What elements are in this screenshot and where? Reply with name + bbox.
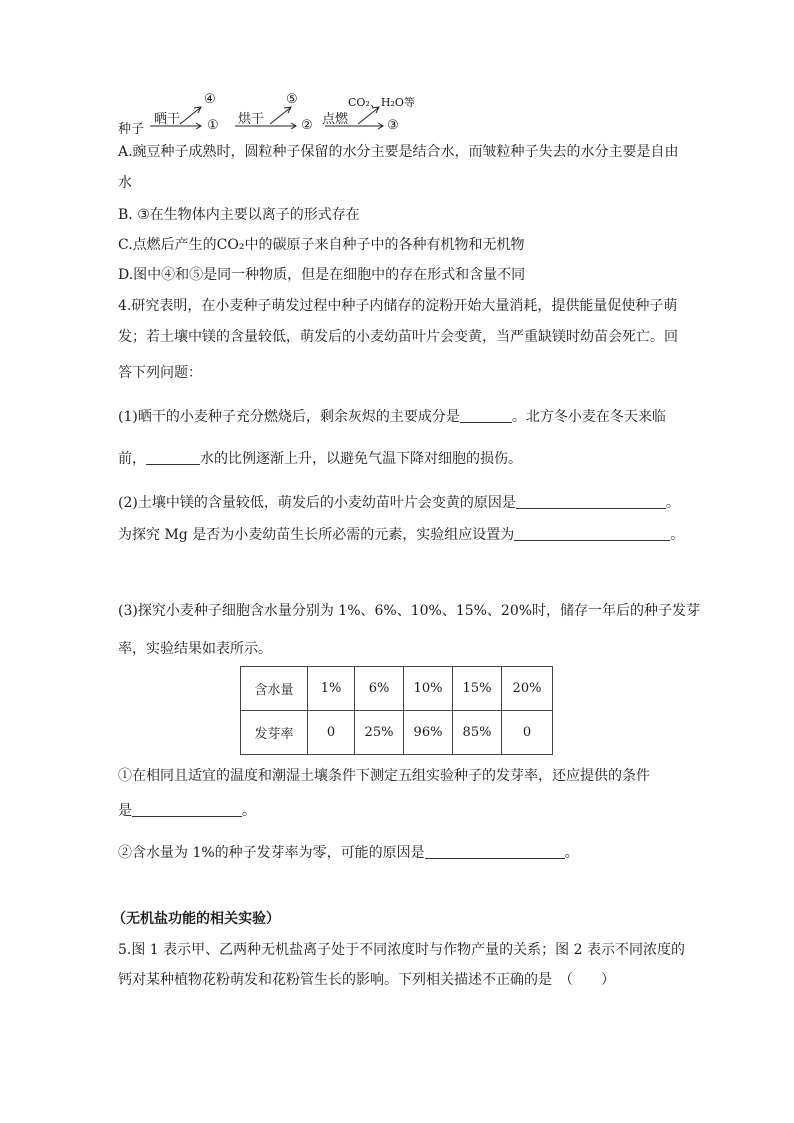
- step1-branch: ④: [204, 92, 216, 107]
- answer-blank-ash[interactable]: [460, 408, 512, 423]
- step2-result: ②: [301, 118, 313, 133]
- q4-sub1-text-b: 是: [118, 803, 132, 819]
- section-heading: （无机盐功能的相关实验）: [112, 911, 280, 927]
- table-row-germination-rate: [241, 711, 553, 755]
- answer-blank-yellow-reason[interactable]: [516, 494, 666, 509]
- table-row-water-content: [241, 667, 553, 711]
- q4-part3-line2: 率，实验结果如表所示。: [118, 641, 272, 657]
- step3-label: 点燃: [322, 112, 349, 127]
- step1-result: ①: [207, 118, 219, 133]
- q4-sub1-text-c: 。: [242, 803, 256, 819]
- step3-result: ③: [387, 118, 399, 133]
- table-cell: 6%: [355, 667, 404, 711]
- answer-blank-experiment-group[interactable]: [514, 526, 670, 541]
- arrow-2-branch: [270, 108, 290, 124]
- seed-flow-diagram: [110, 88, 440, 136]
- q5-line1: 5.图 1 表示甲、乙两种无机盐离子处于不同浓度时与作物产量的关系；图 2 表示不同浓度的: [118, 942, 685, 958]
- answer-blank-condition[interactable]: [132, 802, 242, 817]
- q4-part2-text-d: 。: [670, 527, 685, 543]
- q4-sub1-line2: [118, 802, 256, 820]
- step3-branch: CO₂、H₂O等: [348, 96, 415, 109]
- table-cell: 96%: [404, 711, 453, 755]
- option-a-line1: A.豌豆种子成熟时，圆粒种子保留的水分主要是结合水，而皱粒种子失去的水分主要是自由: [118, 144, 679, 160]
- table-cell: 1%: [308, 667, 355, 711]
- option-b: B. ③在生物体内主要以离子的形式存在: [118, 207, 360, 223]
- answer-blank-cause[interactable]: [425, 844, 565, 859]
- q4-part1-line1: [118, 408, 666, 426]
- step2-branch: ⑤: [286, 92, 298, 107]
- option-a-line2: 水: [118, 175, 132, 191]
- arrow-1-branch: [180, 108, 200, 124]
- table-cell: 10%: [404, 667, 453, 711]
- table-cell: 85%: [453, 711, 502, 755]
- q5-line2: 钙对某种植物花粉萌发和花粉管生长的影响。下列相关描述不正确的是 （ ）: [118, 972, 615, 988]
- q4-part1-text-d: 水的比例逐渐上升，以避免气温下降对细胞的损伤。: [200, 451, 522, 467]
- answer-blank-water-type[interactable]: [146, 450, 200, 465]
- table-header-cell: 发芽率: [241, 711, 308, 755]
- q4-stem-line2: 发；若土壤中镁的含量较低，萌发后的小麦幼苗叶片会变黄，当严重缺镁时幼苗会死亡。回: [118, 329, 678, 345]
- q4-part3-line1: (3)探究小麦种子细胞含水量分别为 1%、6%、10%、15%、20%时，储存一年后的种子发芽: [118, 603, 701, 619]
- q4-part1-text-a: (1)晒干的小麦种子充分燃烧后，剩余灰烬的主要成分是: [118, 409, 460, 425]
- table-header-cell: 含水量: [241, 667, 308, 711]
- step1-label: 晒干: [154, 112, 181, 127]
- table-cell: 25%: [355, 711, 404, 755]
- q4-part1-text-c: 前，: [118, 451, 146, 467]
- q4-part1-line2: [118, 450, 522, 468]
- q4-part2-line2: [118, 526, 684, 544]
- diagram-start: 种子: [118, 122, 145, 137]
- q4-sub2-text-a: ②含水量为 1%的种子发芽率为零，可能的原因是: [118, 845, 425, 861]
- q4-stem-line3: 答下列问题：: [118, 365, 202, 381]
- table-cell: 0: [308, 711, 355, 755]
- q4-sub1-line1: ①在相同且适宜的温度和潮湿土壤条件下测定五组实验种子的发芽率，还应提供的条件: [118, 768, 650, 784]
- step2-label: 烘干: [238, 112, 265, 127]
- q4-part2-text-a: (2)土壤中镁的含量较低，萌发后的小麦幼苗叶片会变黄的原因是: [118, 495, 516, 511]
- option-c: C.点燃后产生的CO₂中的碳原子来自种子中的各种有机物和无机物: [118, 237, 525, 253]
- option-d: D.图中④和⑤是同一种物质，但是在细胞中的存在形式和含量不同: [118, 267, 526, 283]
- table-cell: 20%: [502, 667, 553, 711]
- q4-part1-text-b: 。北方冬小麦在冬天来临: [511, 409, 666, 425]
- arrow-3-branch: [358, 108, 378, 124]
- q4-stem-line1: 4.研究表明，在小麦种子萌发过程中种子内储存的淀粉开始大量消耗，提供能量促使种子萌: [118, 298, 678, 314]
- q4-part2-text-b: 。: [665, 495, 680, 511]
- q4-sub2-line: [118, 844, 579, 862]
- q4-sub2-text-b: 。: [564, 845, 579, 861]
- table-cell: 15%: [453, 667, 502, 711]
- table-cell: 0: [502, 711, 553, 755]
- q4-part2-line1: [118, 494, 680, 512]
- q4-part2-text-c: 为探究 Mg 是否为小麦幼苗生长所必需的元素，实验组应设置为: [118, 527, 515, 543]
- germination-table: [240, 666, 553, 755]
